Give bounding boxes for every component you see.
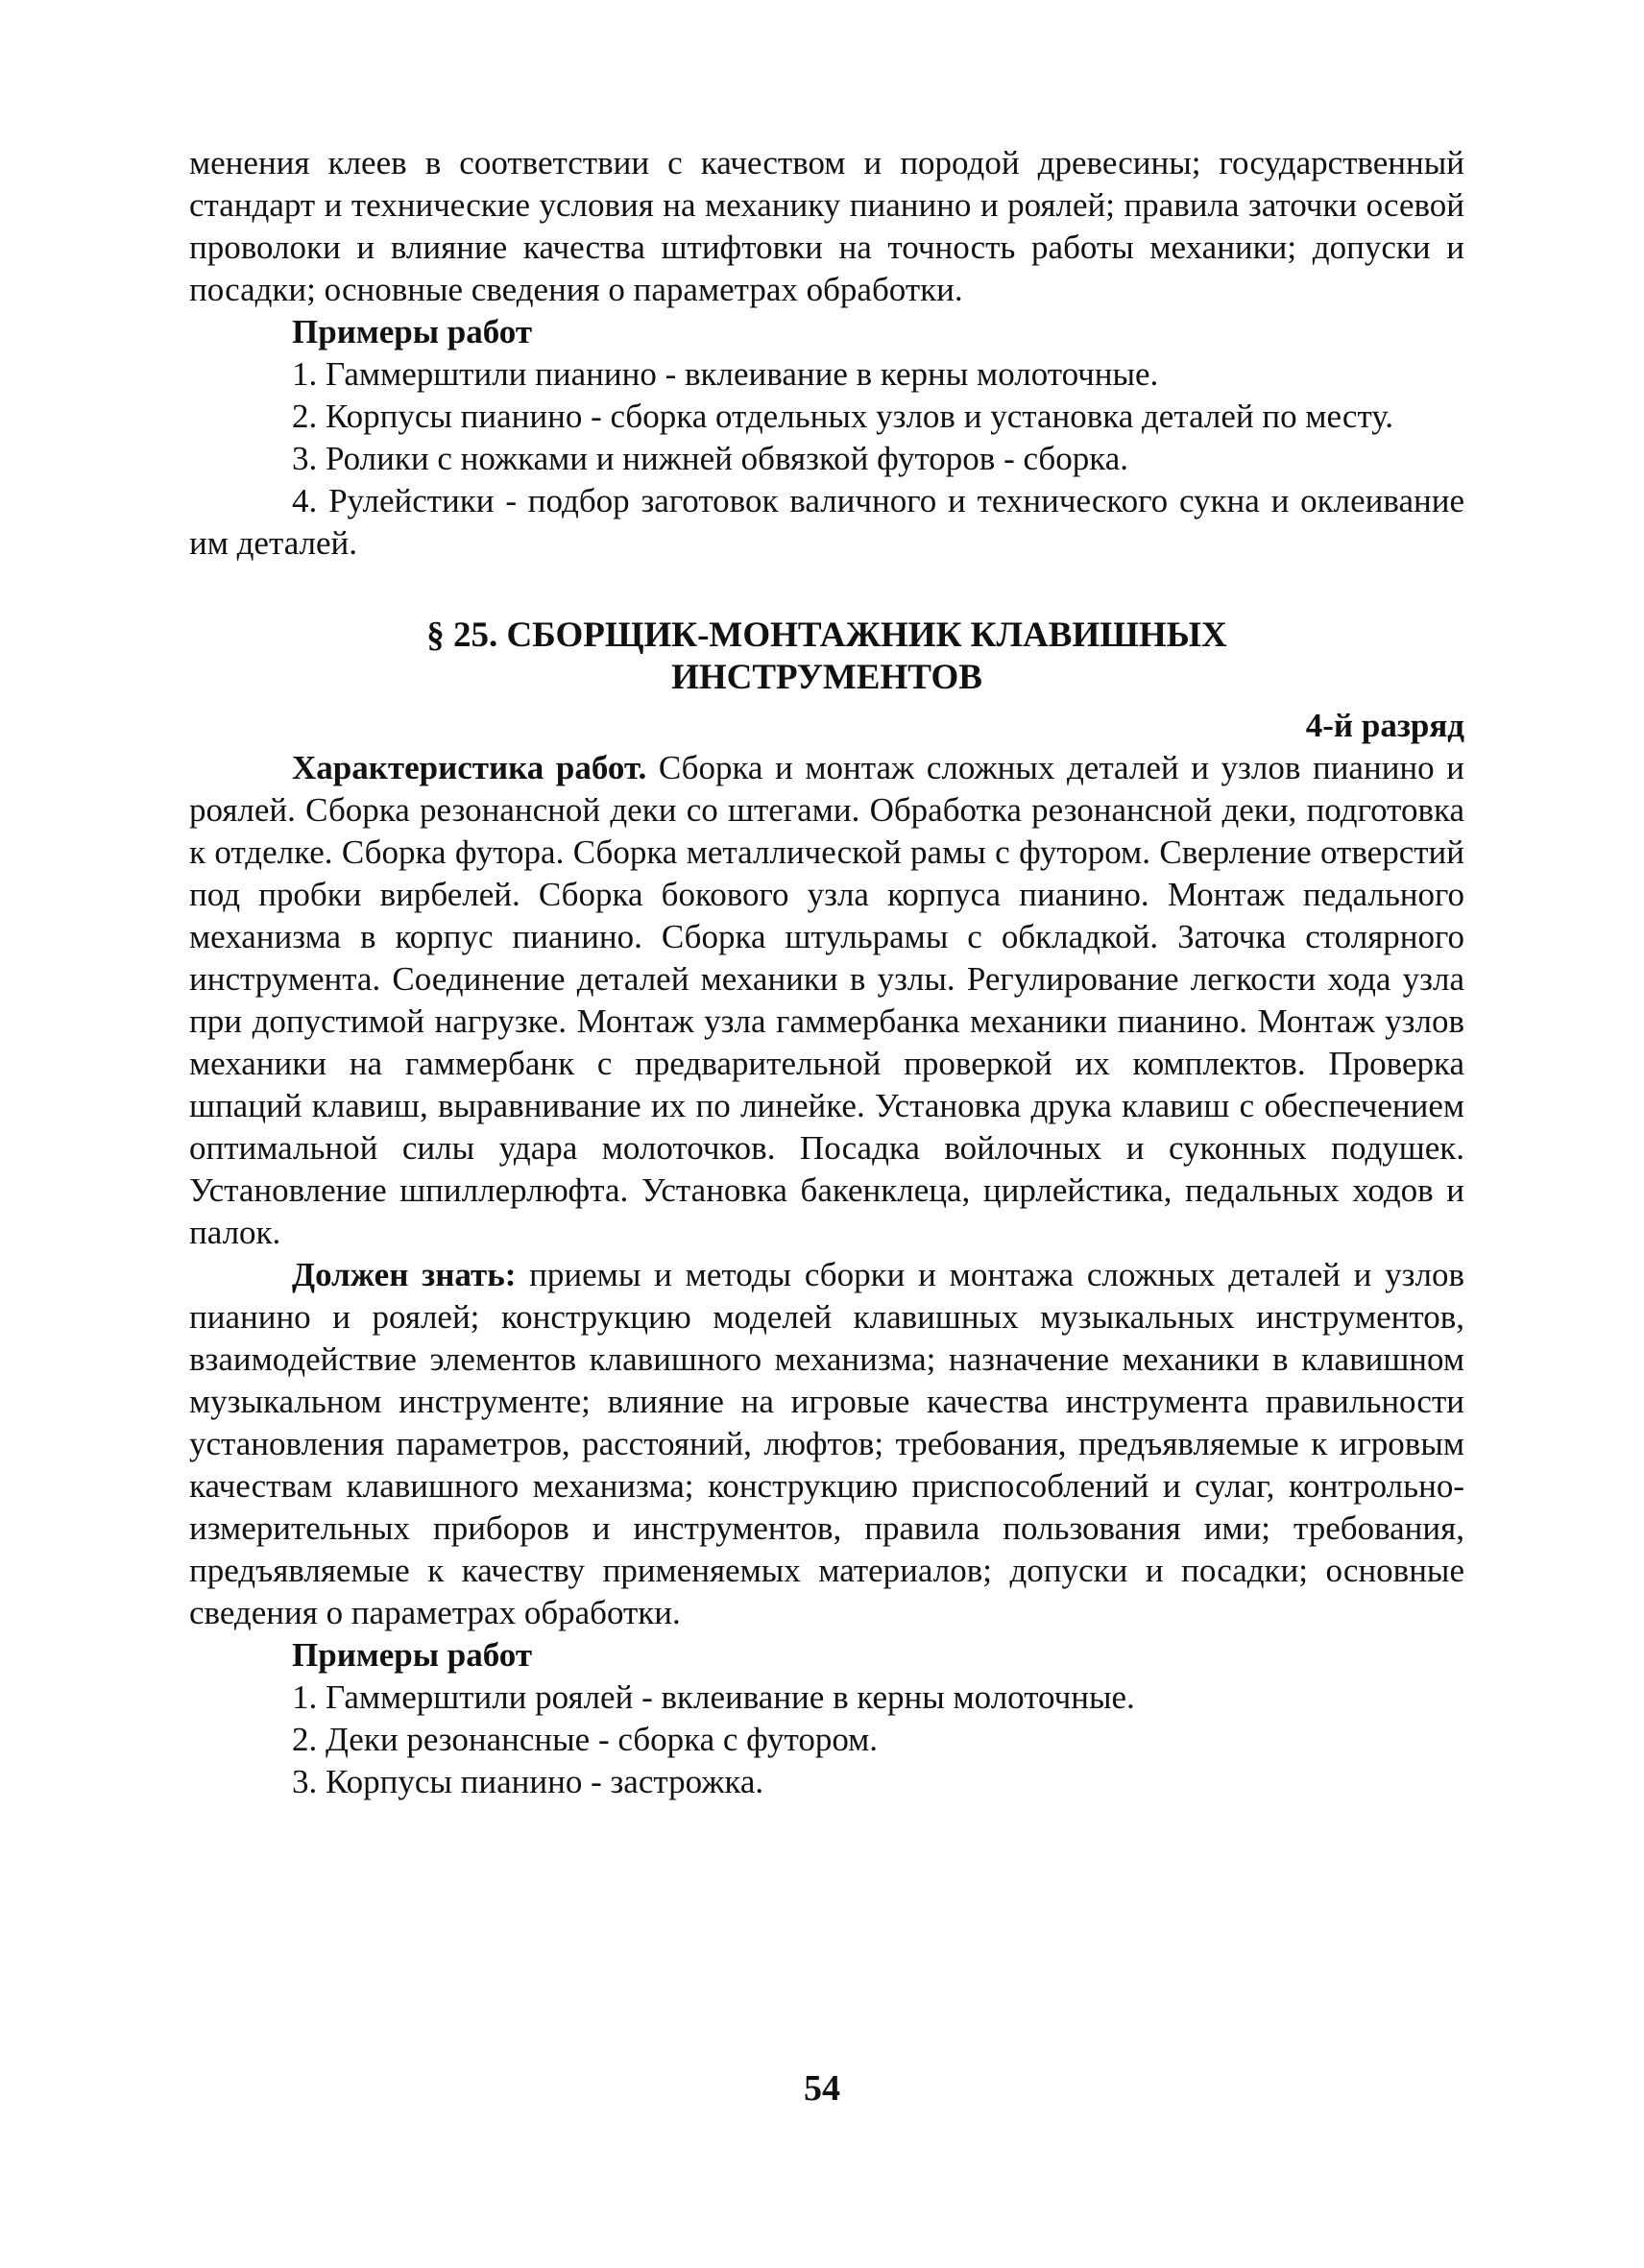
page-number: 54 xyxy=(804,2068,840,2109)
example-item: 2. Корпусы пианино - сборка отдельных узлов и установка деталей по месту. xyxy=(292,398,1394,435)
section-title-line-1: § 25. СБОРЩИК-МОНТАЖНИК КЛАВИШНЫХ xyxy=(426,615,1227,655)
knowledge-label: Должен знать: xyxy=(292,1256,517,1293)
section-title-line-2: ИНСТРУМЕНТОВ xyxy=(671,658,982,697)
example-item: 4. Рулейстики - подбор заготовок валичного и технического сукна и оклеивание им деталей. xyxy=(189,482,1464,562)
example-item: 3. Ролики с ножками и нижней обвязкой футоров - сборка. xyxy=(292,440,1129,477)
example-item: 1. Гаммерштили пианино - вклеивание в керны молоточные. xyxy=(292,355,1159,393)
grade-label: 4-й разряд xyxy=(1305,707,1464,744)
page-body xyxy=(189,142,1464,1803)
examples-heading-2: Примеры работ xyxy=(292,1636,533,1674)
characteristics-paragraph xyxy=(189,747,1464,1254)
example-item: 2. Деки резонансные - сборка с футором. xyxy=(292,1721,879,1758)
section-title xyxy=(189,615,1464,699)
example-item: 1. Гаммерштили роялей - вклеивание в керны молоточные. xyxy=(292,1678,1135,1716)
knowledge-paragraph xyxy=(189,1254,1464,1634)
characteristics-label: Характеристика работ. xyxy=(292,749,647,786)
examples-heading-1: Примеры работ xyxy=(292,313,533,350)
example-item: 3. Корпусы пианино - застрожка. xyxy=(292,1763,764,1800)
characteristics-text: Сборка и монтаж сложных деталей и узлов пианино и роялей. Сборка резонансной деки со штегами. Обработка резонансной деки, подготовка к отделке. Сборка футора. Сборка металлической рамы с футором. Сверление отверстий под пробки вирбелей. Сборка бокового узла корпуса пианино. Монтаж педального механизма в корпус пианино. Сборка штульрамы с обкладкой. Заточка столярного инструмента. Соединение деталей механики в узлы. Регулирование легкости хода узла при допустимой нагрузке. Монтаж узла гаммербанка механики пианино. Монтаж узлов механики на гаммербанк с предварительной проверкой их комплектов. Проверка шпаций клавиш, выравнивание их по линейке. Установка друка клавиш с обеспечением оптимальной силы удара молоточков. Посадка войлочных и суконных подушек. Установление шпиллерлюфта. Установка бакенклеца, цирлейстика, педальных ходов и палок. xyxy=(189,749,1464,1251)
continuation-paragraph: менения клеев в соответствии с качеством и породой древесины; государственный стандарт и технические условия на механику пианино и роялей; правила заточки осевой проволоки и влияние качества штифтовки на точность работы механики; допуски и посадки; основные сведения о параметрах обработки. xyxy=(189,144,1464,308)
knowledge-text: приемы и методы сборки и монтажа сложных деталей и узлов пианино и роялей; конструкцию моделей клавишных музыкальных инструментов, взаимодействие элементов клавишного механизма; назначение механики в клавишном музыкальном инструменте; влияние на игровые качества инструмента правильности установления параметров, расстояний, люфтов; требования, предъявляемые к игровым качествам клавишного механизма; конструкцию приспособлений и сулаг, контрольно-измерительных приборов и инструментов, правила пользования ими; требования, предъявляемые к качеству применяемых материалов; допуски и посадки; основные сведения о параметрах обработки. xyxy=(189,1256,1464,1631)
